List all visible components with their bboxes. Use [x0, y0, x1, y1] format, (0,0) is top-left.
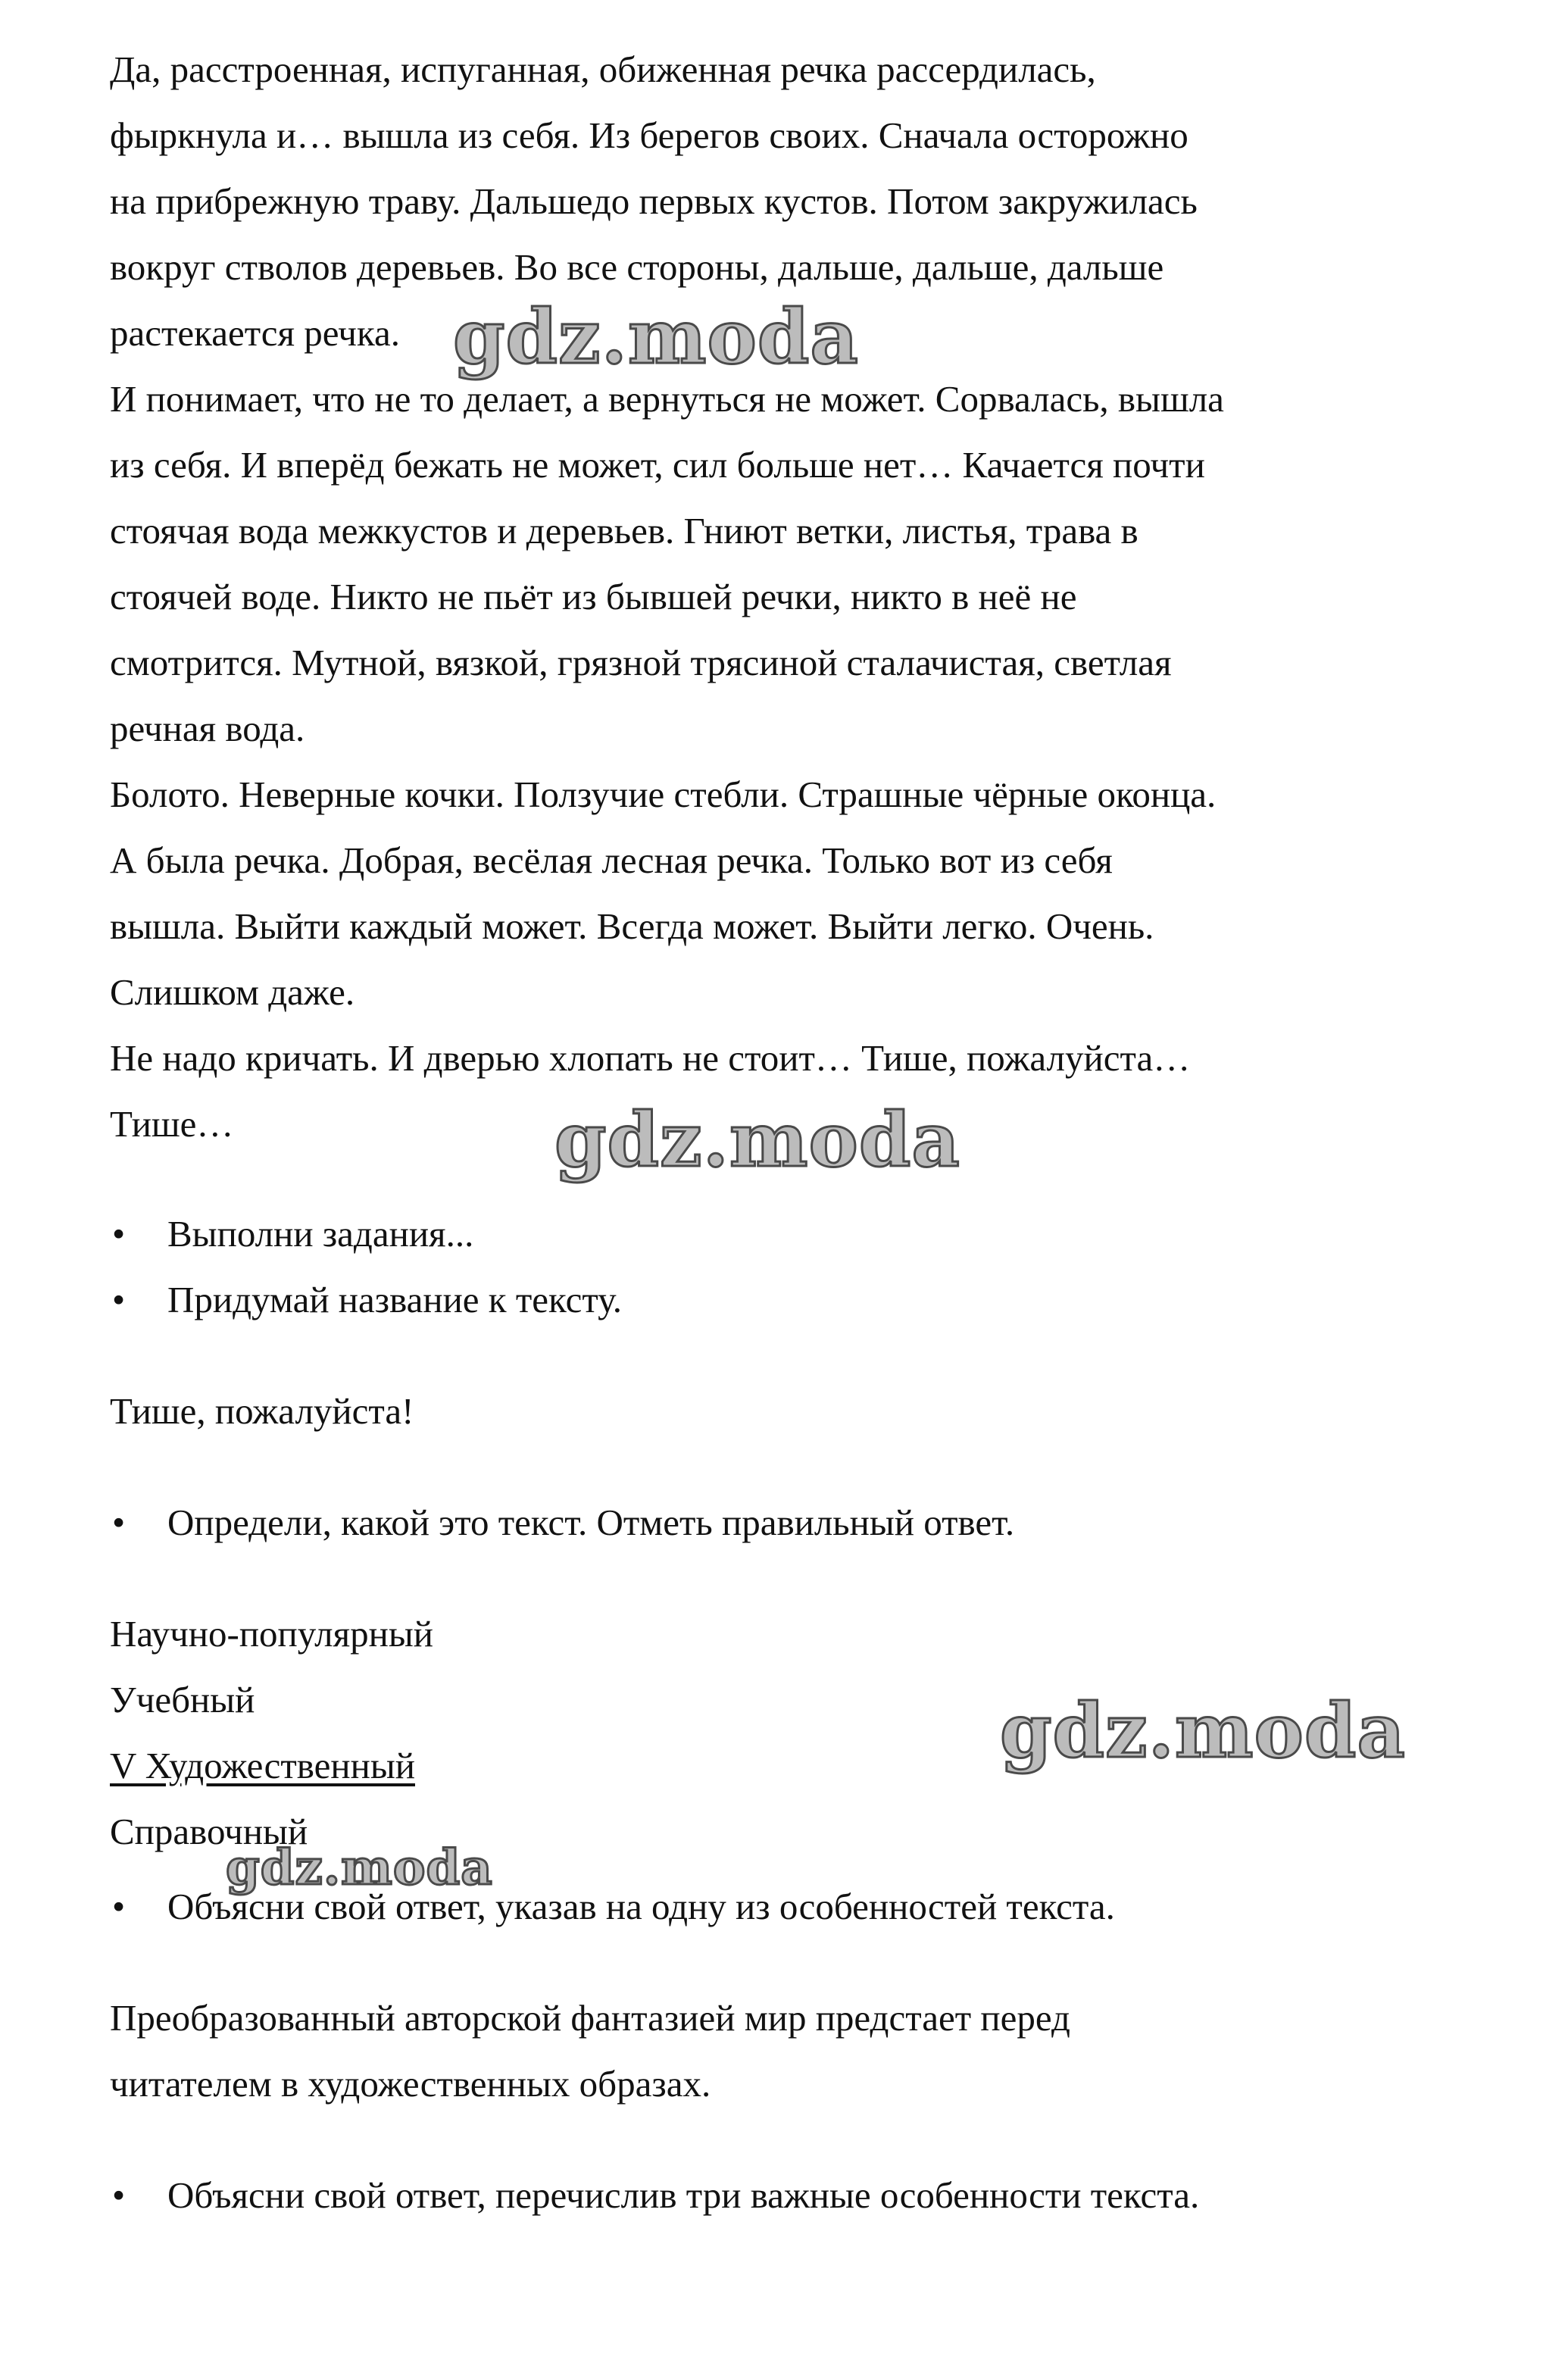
task-text: Объясни свой ответ, указав на одну из особенностей текста.	[167, 1886, 1115, 1927]
story-line: речная вода.	[110, 708, 305, 749]
story-text	[110, 36, 1496, 1157]
story-line: фыркнула и… вышла из себя. Из берегов своих. Сначала осторожно	[110, 114, 1188, 156]
task-item-text-type	[110, 1489, 1496, 1555]
task-text: Выполни задания...	[167, 1213, 474, 1255]
task-item-do-tasks	[110, 1201, 1496, 1267]
task-item-title	[110, 1267, 1496, 1333]
story-line: И понимает, что не то делает, а вернуться не может. Сорвалась, вышла	[110, 378, 1224, 420]
option-reference: Справочный	[110, 1811, 308, 1852]
story-line: на прибрежную траву. Дальшедо первых кустов. Потом закружилась	[110, 180, 1198, 222]
story-line: из себя. И вперёд бежать не может, сил больше нет… Качается почти	[110, 444, 1205, 486]
answer-explanation	[110, 1985, 1496, 2117]
option-artistic-selected: V Художественный	[110, 1745, 415, 1786]
answer-title: Тише, пожалуйста!	[110, 1390, 414, 1432]
story-line: вышла. Выйти каждый может. Всегда может. Выйти легко. Очень.	[110, 905, 1154, 947]
task-text: Определи, какой это текст. Отметь правильный ответ.	[167, 1502, 1015, 1543]
story-line: Да, расстроенная, испуганная, обиженная речка рассердилась,	[110, 48, 1096, 90]
story-line: стоячей воде. Никто не пьёт из бывшей речки, никто в неё не	[110, 576, 1077, 617]
bullet-icon: •	[112, 1213, 126, 1255]
watermark: gdz.moda	[453, 294, 859, 381]
answer-line: читателем в художественных образах.	[110, 2063, 711, 2105]
story-line: Болото. Неверные кочки. Ползучие стебли. Страшные чёрные оконца.	[110, 773, 1217, 815]
bullet-icon: •	[112, 1279, 126, 1320]
story-line: вокруг стволов деревьев. Во все стороны, дальше, дальше, дальше	[110, 246, 1164, 288]
story-line: стоячая вода межкустов и деревьев. Гниют ветки, листья, трава в	[110, 510, 1139, 552]
bullet-icon: •	[112, 1886, 126, 1927]
task-item-explain-three	[110, 2162, 1496, 2228]
story-line: Слишком даже.	[110, 971, 355, 1013]
story-line: Не надо кричать. И дверью хлопать не стоит… Тише, пожалуйста…	[110, 1037, 1191, 1079]
task-text: Придумай название к тексту.	[167, 1279, 622, 1320]
bullet-icon: •	[112, 2174, 126, 2216]
option-popular-science: Научно-популярный	[110, 1613, 433, 1655]
bullet-icon: •	[112, 1502, 126, 1543]
story-line: растекается речка.	[110, 312, 401, 354]
answer-line: Преобразованный авторской фантазией мир предстает перед	[110, 1997, 1070, 2039]
watermark: gdz.moda	[226, 1839, 493, 1896]
story-line: А была речка. Добрая, весёлая лесная речка. Только вот из себя	[110, 839, 1113, 881]
watermark: gdz.moda	[554, 1097, 960, 1184]
option-educational: Учебный	[110, 1679, 255, 1720]
story-line: Тише…	[110, 1103, 234, 1145]
story-line: смотрится. Мутной, вязкой, грязной трясиной сталачистая, светлая	[110, 642, 1172, 683]
watermark: gdz.moda	[1000, 1688, 1406, 1775]
task-text: Объясни свой ответ, перечислив три важные особенности текста.	[167, 2174, 1200, 2216]
